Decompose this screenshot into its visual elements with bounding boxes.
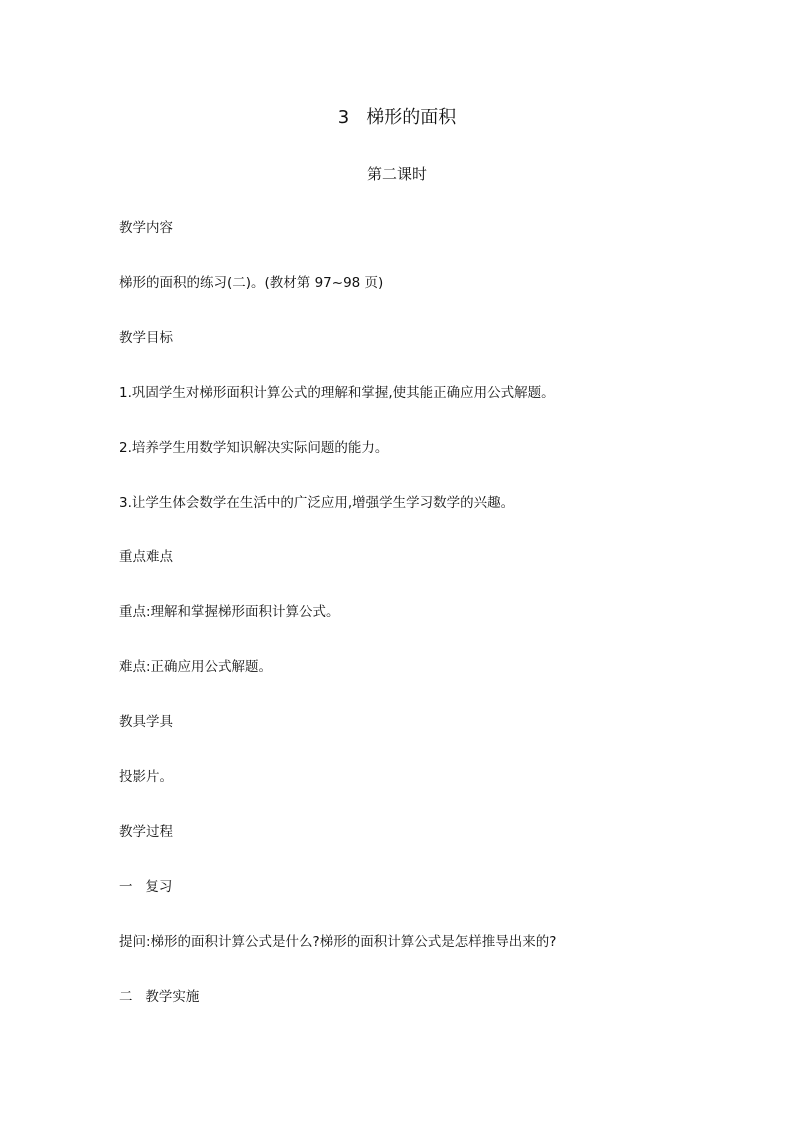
paragraph-goal-3: 3.让学生体会数学在生活中的广泛应用,增强学生学习数学的兴趣。 <box>119 495 515 511</box>
paragraph-review-question: 提问:梯形的面积计算公式是什么?梯形的面积计算公式是怎样推导出来的? <box>119 934 557 950</box>
paragraph-goal-2: 2.培养学生用数学知识解决实际问题的能力。 <box>119 440 389 456</box>
section-review: 一 复习 <box>119 879 173 895</box>
lesson-subtitle: 第二课时 <box>366 165 427 183</box>
paragraph-teaching-aids: 投影片。 <box>119 769 173 785</box>
paragraph-goal-1: 1.巩固学生对梯形面积计算公式的理解和掌握,使其能正确应用公式解题。 <box>119 385 555 401</box>
heading-key-points: 重点难点 <box>119 549 173 565</box>
heading-teaching-content: 教学内容 <box>119 220 173 236</box>
heading-teaching-aids: 教具学具 <box>119 714 173 730</box>
paragraph-key-point: 重点:理解和掌握梯形面积计算公式。 <box>119 604 340 620</box>
paragraph-teaching-content: 梯形的面积的练习(二)。(教材第 97~98 页) <box>119 275 384 291</box>
heading-teaching-goals: 教学目标 <box>119 330 173 346</box>
section-teaching-implementation: 二 教学实施 <box>119 989 200 1005</box>
heading-teaching-process: 教学过程 <box>119 824 173 840</box>
page-title: 3 梯形的面积 <box>337 107 457 128</box>
paragraph-difficult-point: 难点:正确应用公式解题。 <box>119 659 273 675</box>
